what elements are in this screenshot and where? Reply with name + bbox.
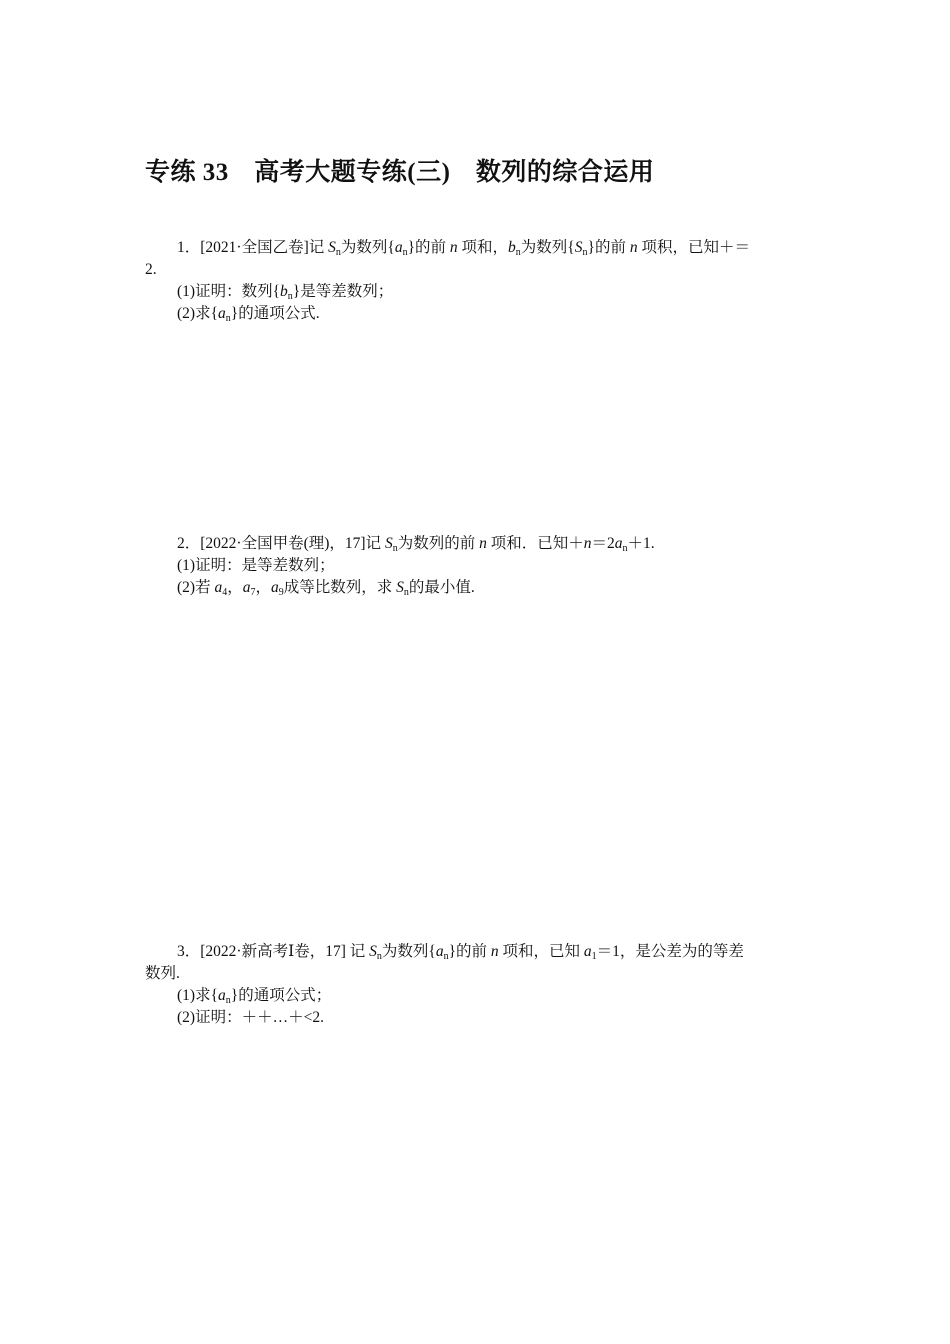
problem-3-part-1: (1)求$\{a_n\}$的通项公式； [177,987,332,1006]
problem-1-continuation: 2. [145,261,157,278]
problem-3-part-2: (2)证明：＋＋…＋<2. [177,1009,324,1026]
problem-3-statement: 3．[2022·新高考Ⅰ卷，17] 记 $S_n$为数列$\{a_n\}$的前 n 项和，已知 $a_1=1$，是公差为的等差 [177,943,744,962]
page-title: 专练 33 高考大题专练(三) 数列的综合运用 [145,159,655,186]
problem-3 [145,941,810,1029]
problem-1-statement: 1．[2021·全国乙卷]记 $S_n$为数列$\{a_n\}$的前 n 项和，$b_n$为数列$\{S_n\}$的前 n 项积，已知＋＝ [177,239,750,258]
problem-1-part-1: (1)证明：数列$\{b_n\}$是等差数列； [177,283,394,302]
problem-3-continuation: 数列. [145,965,180,982]
problem-2-part-1: (1)证明：是等差数列； [177,557,335,574]
problem-2 [145,533,810,599]
problem-1 [145,237,810,325]
problem-2-part-2: (2)若 $a_4$，$a_7$，$a_9$成等比数列，求 $S_n$的最小值. [177,579,475,598]
problem-1-part-2: (2)求$\{a_n\}$的通项公式. [177,305,320,324]
problem-2-statement: 2．[2022·全国甲卷(理)，17]记 $S_n$为数列的前 n 项和．已知$+n=2a_n+1$. [177,535,655,554]
